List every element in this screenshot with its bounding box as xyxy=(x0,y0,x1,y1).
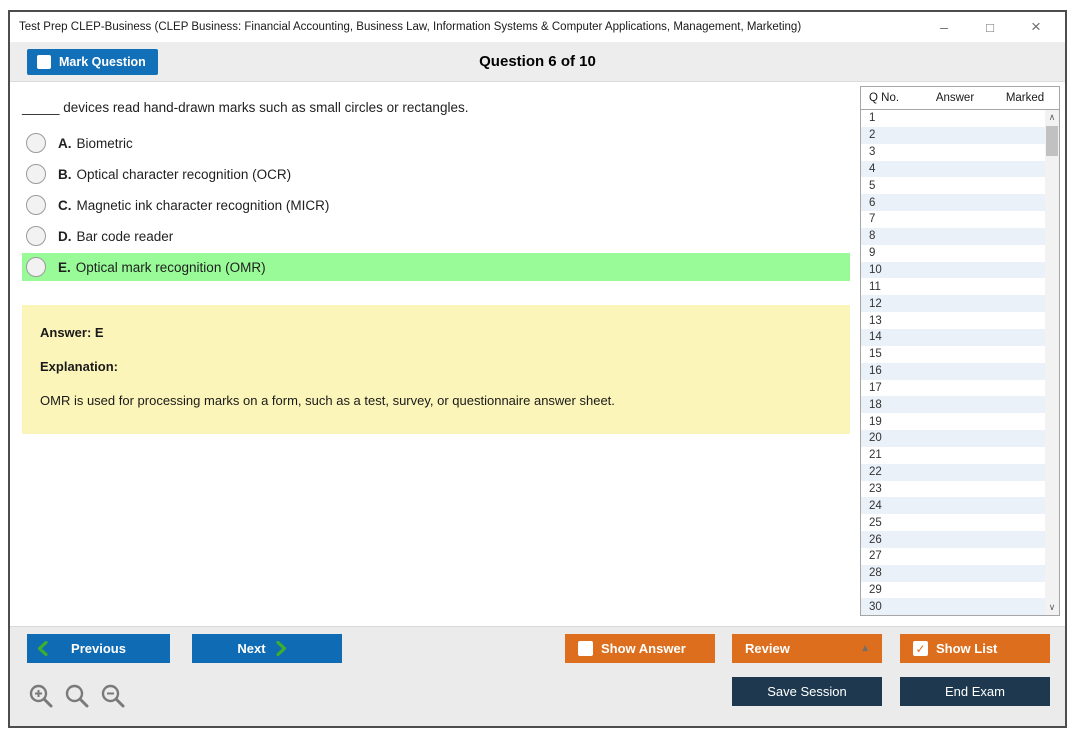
list-item[interactable] xyxy=(861,430,1045,447)
option-d[interactable] xyxy=(22,222,850,250)
question-counter: Question 6 of 10 xyxy=(479,53,596,70)
option-text: Magnetic ink character recognition (MICR) xyxy=(76,197,330,213)
option-text: Biometric xyxy=(76,135,133,151)
show-answer-checkbox[interactable] xyxy=(578,641,593,656)
qno-cell: 20 xyxy=(869,432,882,445)
qno-cell: 12 xyxy=(869,297,882,310)
qno-cell: 25 xyxy=(869,516,882,529)
zoom-in-icon[interactable] xyxy=(28,683,54,709)
list-item[interactable] xyxy=(861,144,1045,161)
list-item[interactable] xyxy=(861,312,1045,329)
list-item[interactable] xyxy=(861,245,1045,262)
column-header-answer: Answer xyxy=(935,92,975,104)
radio-icon[interactable] xyxy=(26,257,46,277)
qno-cell: 1 xyxy=(869,112,876,125)
radio-icon[interactable] xyxy=(26,133,46,153)
radio-icon[interactable] xyxy=(26,226,46,246)
qno-cell: 28 xyxy=(869,567,882,580)
qno-cell: 27 xyxy=(869,550,882,563)
list-item[interactable] xyxy=(861,548,1045,565)
list-item[interactable] xyxy=(861,278,1045,295)
next-label: Next xyxy=(237,641,266,656)
review-button[interactable] xyxy=(732,634,882,663)
question-list-bodywrap xyxy=(860,110,1060,616)
list-item[interactable] xyxy=(861,565,1045,582)
show-answer-label: Show Answer xyxy=(601,641,686,656)
previous-button[interactable] xyxy=(27,634,170,663)
list-item[interactable] xyxy=(861,514,1045,531)
qno-cell: 2 xyxy=(869,129,876,142)
qno-cell: 5 xyxy=(869,179,876,192)
mark-question-label: Mark Question xyxy=(59,55,146,69)
list-item[interactable] xyxy=(861,396,1045,413)
qno-cell: 26 xyxy=(869,533,882,546)
list-item[interactable] xyxy=(861,194,1045,211)
list-item[interactable] xyxy=(861,413,1045,430)
mark-question-button[interactable] xyxy=(27,49,158,75)
list-item[interactable] xyxy=(861,177,1045,194)
list-item[interactable] xyxy=(861,295,1045,312)
show-list-label: Show List xyxy=(936,641,998,656)
end-exam-button[interactable] xyxy=(900,677,1050,706)
column-header-qno: Q No. xyxy=(869,92,900,104)
qno-cell: 19 xyxy=(869,415,882,428)
show-list-checkbox[interactable] xyxy=(913,641,928,656)
option-a[interactable] xyxy=(22,129,850,157)
zoom-out-icon[interactable] xyxy=(100,683,126,709)
next-button[interactable] xyxy=(192,634,342,663)
option-text: Optical character recognition (OCR) xyxy=(76,166,292,182)
titlebar xyxy=(10,12,1065,42)
qno-cell: 3 xyxy=(869,146,876,159)
qno-cell: 9 xyxy=(869,247,876,260)
qno-cell: 4 xyxy=(869,162,876,175)
option-text: Optical mark recognition (OMR) xyxy=(75,259,266,275)
option-letter: E. xyxy=(58,259,71,275)
list-item[interactable] xyxy=(861,481,1045,498)
list-item[interactable] xyxy=(861,127,1045,144)
list-item[interactable] xyxy=(861,228,1045,245)
qno-cell: 24 xyxy=(869,499,882,512)
chevron-left-icon xyxy=(37,641,48,656)
qno-cell: 6 xyxy=(869,196,876,209)
list-item[interactable] xyxy=(861,262,1045,279)
column-header-marked: Marked xyxy=(1005,92,1045,104)
list-item[interactable] xyxy=(861,110,1045,127)
radio-icon[interactable] xyxy=(26,195,46,215)
qno-cell: 23 xyxy=(869,482,882,495)
mark-question-checkbox[interactable] xyxy=(37,55,51,69)
window-controls xyxy=(921,13,1059,41)
qno-cell: 17 xyxy=(869,381,882,394)
maximize-icon[interactable]: □ xyxy=(986,19,994,35)
explanation-text: OMR is used for processing marks on a form, such as a test, survey, or questionnaire answer sheet. xyxy=(40,393,615,408)
save-session-button[interactable] xyxy=(732,677,882,706)
qno-cell: 30 xyxy=(869,600,882,613)
minimize-icon[interactable]: – xyxy=(940,19,948,35)
qno-cell: 29 xyxy=(869,584,882,597)
scroll-down-icon[interactable]: ∨ xyxy=(1048,602,1056,612)
question-text: _____ devices read hand-drawn marks such as small circles or rectangles. xyxy=(22,100,469,115)
window-title: Test Prep CLEP-Business (CLEP Business: Financial Accounting, Business Law, Information Systems & Computer Applications, Management, Marketing) xyxy=(19,21,802,33)
answer-explanation-panel xyxy=(22,305,850,434)
qno-cell: 14 xyxy=(869,331,882,344)
qno-cell: 8 xyxy=(869,230,876,243)
app-window xyxy=(8,10,1067,728)
end-exam-label: End Exam xyxy=(945,684,1005,699)
question-list-scrollbar[interactable] xyxy=(1045,110,1059,615)
list-item[interactable] xyxy=(861,211,1045,228)
save-session-label: Save Session xyxy=(767,684,847,699)
list-item[interactable] xyxy=(861,497,1045,514)
qno-cell: 21 xyxy=(869,449,882,462)
show-list-button[interactable] xyxy=(900,634,1050,663)
qno-cell: 18 xyxy=(869,398,882,411)
radio-icon[interactable] xyxy=(26,164,46,184)
option-text: Bar code reader xyxy=(76,228,174,244)
scroll-up-icon[interactable]: ∧ xyxy=(1048,112,1056,122)
scrollbar-thumb[interactable] xyxy=(1046,126,1058,156)
option-letter: C. xyxy=(58,197,72,213)
option-e-highlighted[interactable] xyxy=(22,253,850,281)
question-list-body xyxy=(861,110,1045,615)
question-list xyxy=(860,86,1060,626)
qno-cell: 22 xyxy=(869,466,882,479)
qno-cell: 13 xyxy=(869,314,882,327)
option-b[interactable] xyxy=(22,160,850,188)
list-item[interactable] xyxy=(861,598,1045,615)
header-bar xyxy=(10,42,1065,82)
qno-cell: 16 xyxy=(869,365,882,378)
close-icon[interactable]: × xyxy=(1031,17,1041,36)
check-icon: ✓ xyxy=(915,641,926,656)
list-item[interactable] xyxy=(861,161,1045,178)
question-panel xyxy=(10,82,860,626)
option-c[interactable] xyxy=(22,191,850,219)
qno-cell: 11 xyxy=(869,280,881,293)
option-letter: D. xyxy=(58,228,72,244)
review-label: Review xyxy=(745,641,790,656)
list-item[interactable] xyxy=(861,582,1045,599)
previous-label: Previous xyxy=(71,641,126,656)
question-list-header xyxy=(860,86,1060,110)
list-item[interactable] xyxy=(861,464,1045,481)
main-content xyxy=(10,82,1065,626)
explanation-label: Explanation: xyxy=(40,359,119,374)
list-item[interactable] xyxy=(861,447,1045,464)
option-letter: B. xyxy=(58,166,72,182)
options-list xyxy=(22,129,860,281)
zoom-toolbar xyxy=(28,683,126,709)
list-item[interactable] xyxy=(861,329,1045,346)
footer-bar xyxy=(10,626,1065,726)
list-item[interactable] xyxy=(861,531,1045,548)
zoom-reset-icon[interactable] xyxy=(64,683,90,709)
show-answer-button[interactable] xyxy=(565,634,715,663)
qno-cell: 10 xyxy=(869,264,882,277)
chevron-right-icon xyxy=(276,641,287,656)
list-item[interactable] xyxy=(861,363,1045,380)
list-item[interactable] xyxy=(861,346,1045,363)
answer-value: Answer: E xyxy=(40,325,104,340)
option-letter: A. xyxy=(58,135,72,151)
qno-cell: 15 xyxy=(869,348,882,361)
caret-up-icon: ▲ xyxy=(860,643,870,654)
list-item[interactable] xyxy=(861,380,1045,397)
qno-cell: 7 xyxy=(869,213,876,226)
